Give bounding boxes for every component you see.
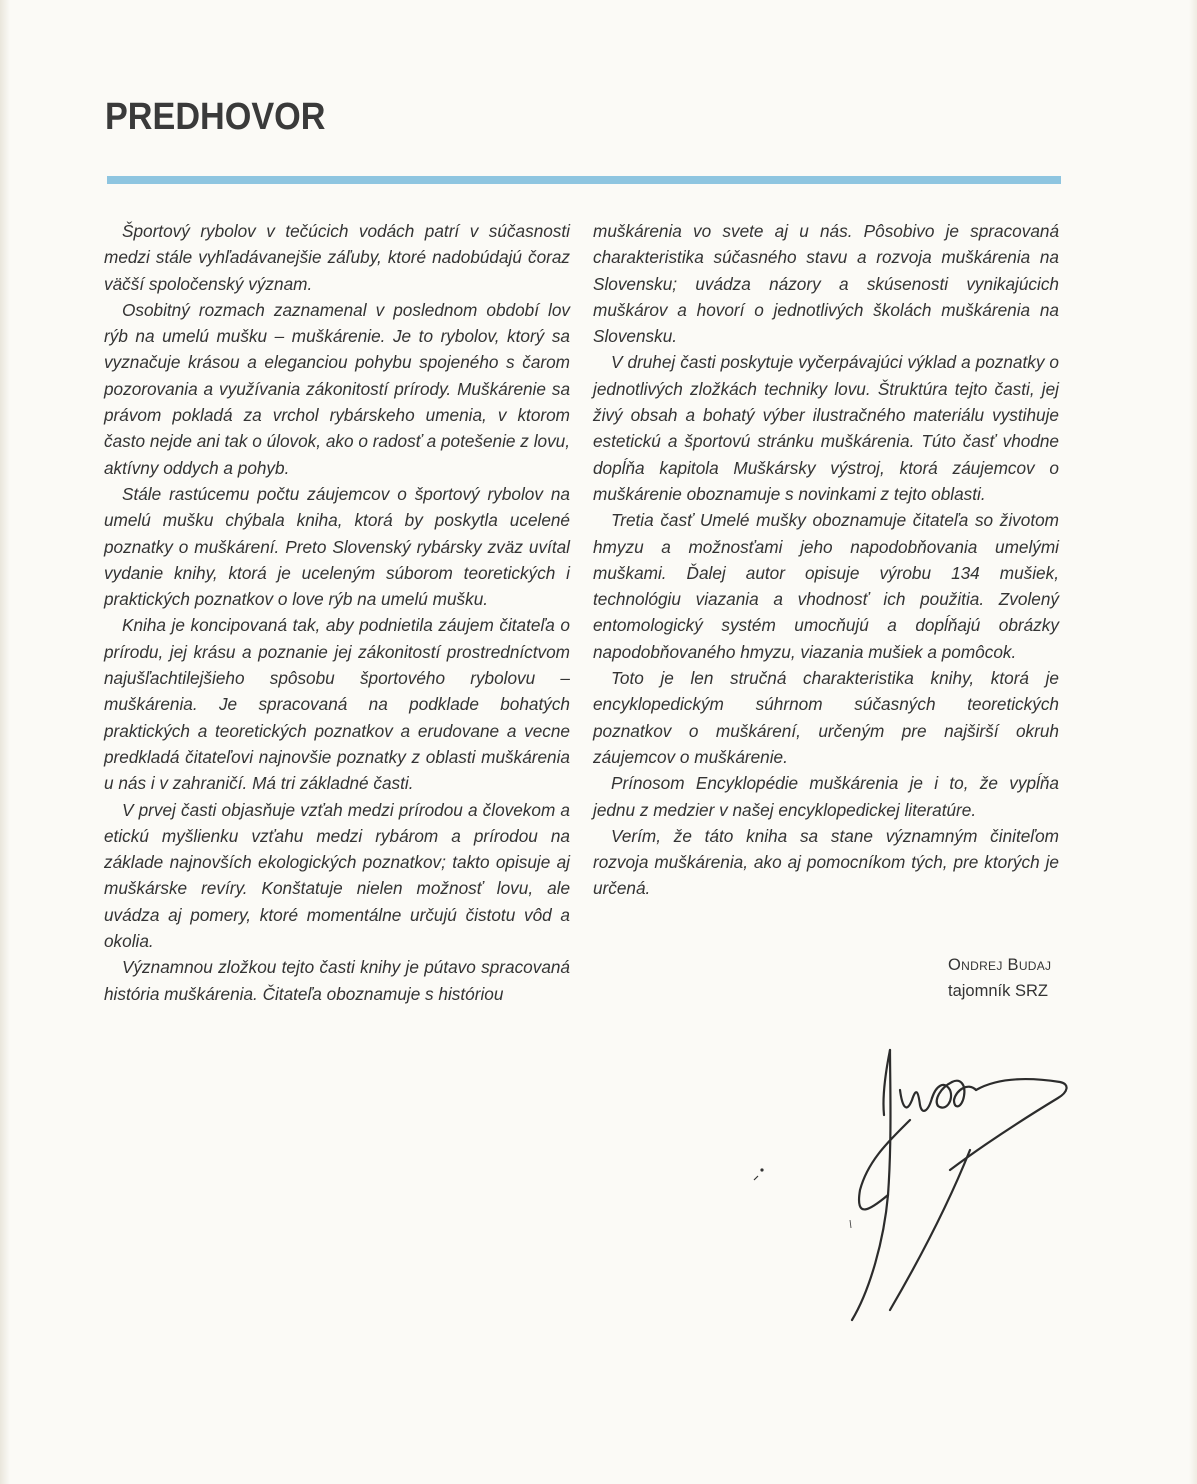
paragraph: Prínosom Encyklopédie muškárenia je i to, že vypĺňa jednu z medzier v našej encyklopedickej literatúre. — [593, 773, 1059, 820]
title-divider-rule — [107, 176, 1061, 184]
author-role: tajomník SRZ — [948, 982, 1048, 1000]
paragraph: Kniha je koncipovaná tak, aby podnietila záujem čitateľa o prírodu, jej krásu a poznanie jej zákonitostí prostredníctvom najušľachtilejšieho spôsobu športového rybolovu – muškárenia. Je spracovaná na podklade bohatých praktických a teoretických poznatkov a erudovane a vecne predkladá čitateľovi najnovšie poznatky z oblasti muškárenia u nás i v zahraničí. Má tri základné časti. — [104, 615, 570, 794]
paragraph: V druhej časti poskytuje vyčerpávajúci výklad a poznatky o jednotlivých zložkách techniky lovu. Štruktúra tejto časti, jej živý obsah a bohatý výber ilustračného materiálu vystihuje estetickú a športovú stránku muškárenia. Túto časť vhodne dopĺňa kapitola Muškársky výstroj, ktorá záujemcov o muškárenie oboznamuje s novinkami z tejto oblasti. — [593, 352, 1059, 504]
paragraph-continued: muškárenia vo svete aj u nás. Pôsobivo je spracovaná charakteristika súčasného stavu a rozvoja muškárenia na Slovensku; uvádza názory a skúsenosti vynikajúcich muškárov a hovorí o jednotlivých školách muškárenia na Slovensku. — [593, 221, 1059, 347]
paragraph: Športový rybolov v tečúcich vodách patrí v súčasnosti medzi stále vyhľadávanejšie záľuby, ktoré nadobúdajú čoraz väčší spoločenský význam. — [104, 221, 570, 294]
text-column-right — [593, 218, 1059, 902]
paragraph: Tretia časť Umelé mušky oboznamuje čitateľa so životom hmyzu a možnosťami jeho napodobňovania umelými muškami. Ďalej autor opisuje výrobu 134 mušiek, technológiu viazania a vhodnosť ich použitia. Zvolený entomologický systém umocňujú a dopĺňajú obrázky napodobňovaného hmyzu, viazania mušiek a pomôcok. — [593, 510, 1059, 662]
paragraph: Stále rastúcemu počtu záujemcov o športový rybolov na umelú mušku chýbala kniha, ktorá by poskytla ucelené poznatky o muškárení. Preto Slovenský rybársky zväz uvítal vydanie knihy, ktorá je uceleným súborom teoretických i praktických poznatkov o love rýb na umelú mušku. — [104, 483, 570, 610]
handwritten-signature — [740, 1020, 1080, 1340]
page-edge-shadow-left — [0, 0, 10, 1484]
paragraph: Toto je len stručná charakteristika knihy, ktorá je encyklopedickým súhrnom súčasných teoretických poznatkov o muškárení, určeným pre najširší okruh záujemcov o muškárenie. — [593, 668, 1059, 767]
author-name: Ondrej Budaj — [948, 956, 1052, 974]
paragraph: Významnou zložkou tejto časti knihy je pútavo spracovaná história muškárenia. Čitateľa oboznamuje s históriou — [104, 957, 570, 1004]
paragraph: V prvej časti objasňuje vzťah medzi prírodou a človekom a etickú myšlienku vzťahu medzi rybárom a prírodou na základe najnovších ekologických poznatkov; takto opisuje aj muškárske revíry. Konštatuje nielen možnosť lovu, ale uvádza aj pomery, ktoré momentálne určujú čistotu vôd a okolia. — [104, 799, 570, 952]
page-edge-shadow-right — [1189, 0, 1197, 1484]
text-column-left — [104, 218, 570, 1007]
paragraph: Verím, že táto kniha sa stane významným činiteľom rozvoja muškárenia, ako aj pomocníkom tých, pre ktorých je určená. — [593, 825, 1059, 899]
author-signature-block — [948, 952, 1051, 1004]
page-title: PREDHOVOR — [105, 96, 326, 138]
paragraph: Osobitný rozmach zaznamenal v poslednom období lov rýb na umelú mušku – muškárenie. Je to rybolov, ktorý sa vyznačuje krásou a eleganciou pohybu spojeného s čarom pozorovania a využívania zákonitostí prírody. Muškárenie sa právom pokladá za vrchol rybárskeho umenia, v ktorom často nejde ani tak o úlovok, ako o radosť a potešenie z lovu, aktívny oddych a pohyb. — [104, 299, 570, 478]
